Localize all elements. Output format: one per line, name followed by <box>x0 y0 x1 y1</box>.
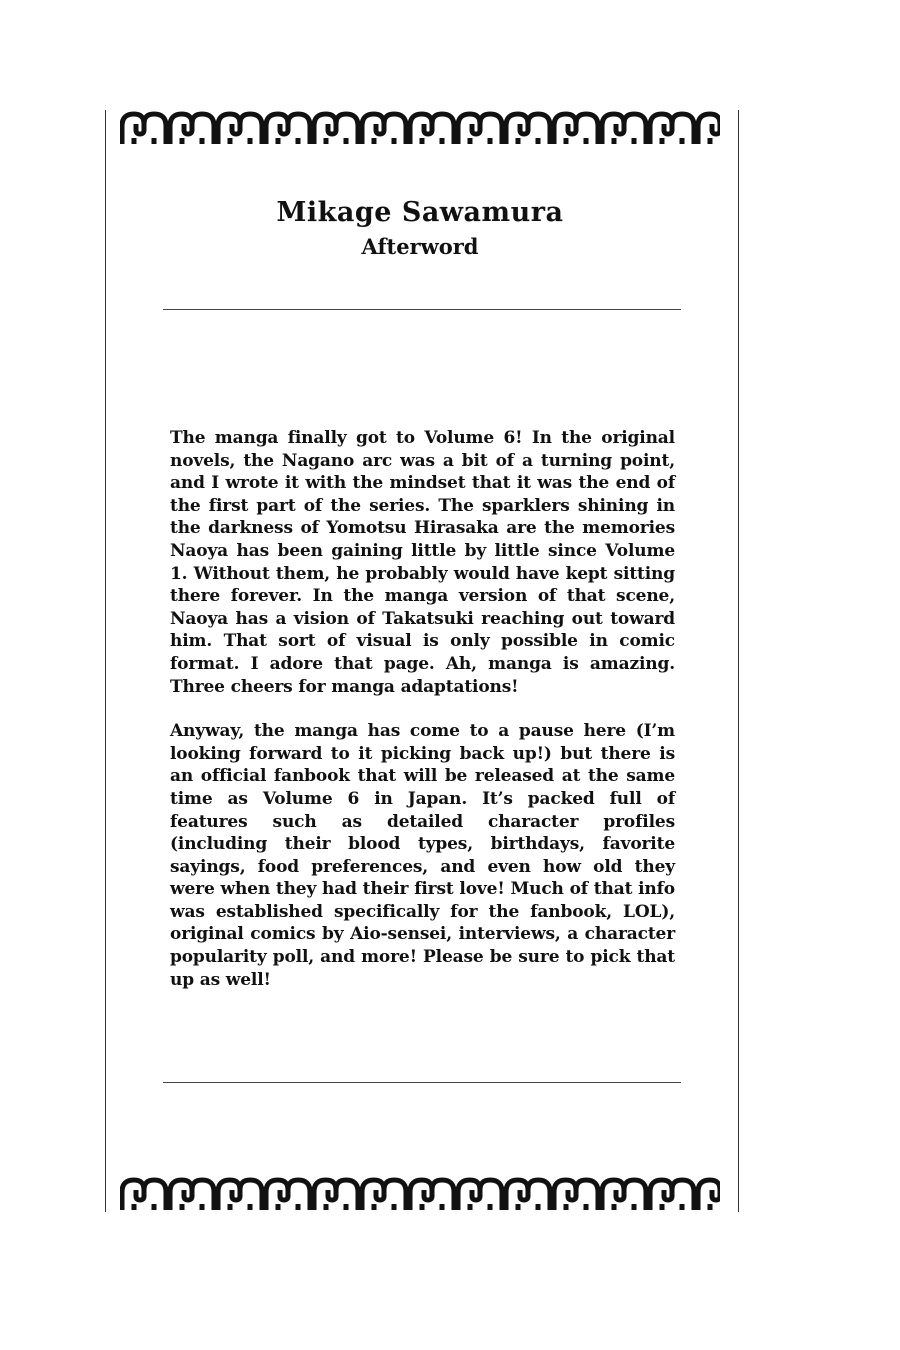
top-divider <box>163 309 681 310</box>
bottom-border-ornament <box>120 1176 720 1212</box>
page-frame-right <box>738 110 739 1212</box>
section-title: Afterword <box>361 234 479 259</box>
bottom-divider <box>163 1082 681 1083</box>
author-name: Mikage Sawamura <box>276 197 564 228</box>
page-frame-left <box>105 110 106 1212</box>
paragraph: The manga finally got to Volume 6! In the original novels, the Nagano arc was a bit of a turning point, and I wrote it with the mindset that it was the end of the first part of the series. The sparklers shining in the darkness of Yomotsu Hirasaka are the memories Naoya has been gaining little by little since Volume 1. Without them, he probably would have kept sitting there forever. In the manga version of that scene, Naoya has a vision of Takatsuki reaching out toward him. That sort of visual is only possible in comic format. I adore that page. Ah, manga is amazing. Three cheers for manga adaptations! <box>170 428 675 697</box>
afterword-header <box>120 195 720 263</box>
wave-meander-icon <box>120 1176 720 1212</box>
wave-meander-icon <box>120 110 720 146</box>
paragraph: Anyway, the manga has come to a pause here (I’m looking forward to it picking back up!) but there is an official fanbook that will be released at the same time as Volume 6 in Japan. It’s packed full of features such as detailed character profiles (including their blood types, birthdays, favorite sayings, food preferences, and even how old they were when they had their first love! Much of that info was established specifically for the fanbook, LOL), original comics by Aio-sensei, interviews, a character popularity poll, and more! Please be sure to pick that up as well! <box>170 721 675 990</box>
afterword-body <box>170 427 675 1013</box>
top-border-ornament <box>120 110 720 146</box>
